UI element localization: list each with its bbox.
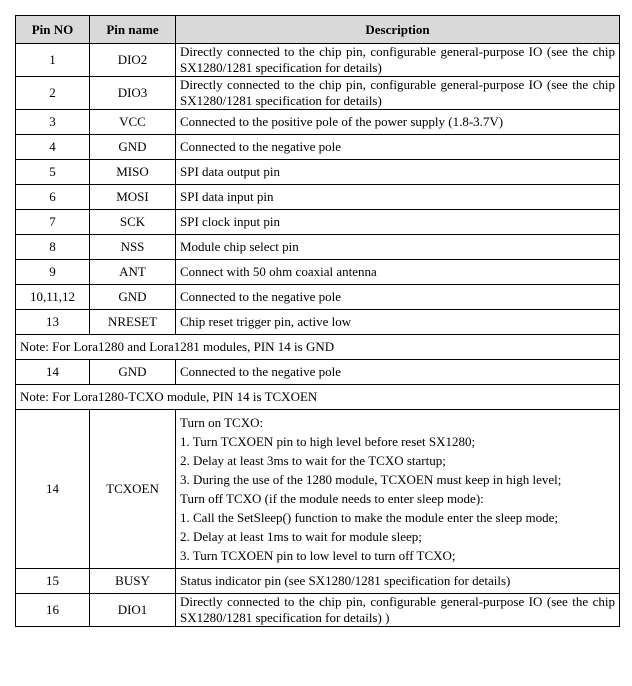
description-cell: Connected to the positive pole of the power supply (1.8-3.7V) <box>176 110 620 135</box>
pin-name-cell: SCK <box>90 210 176 235</box>
table-row <box>16 77 620 110</box>
pin-name-cell: GND <box>90 135 176 160</box>
note-cell: Note: For Lora1280-TCXO module, PIN 14 is TCXOEN <box>16 385 620 410</box>
pin-no-cell: 2 <box>16 77 90 110</box>
pin-name-cell: NSS <box>90 235 176 260</box>
tcxo-line: Turn on TCXO: <box>180 415 264 430</box>
description-cell: Module chip select pin <box>176 235 620 260</box>
tcxo-line: 2. Delay at least 1ms to wait for module sleep; <box>180 529 422 544</box>
pin-no-cell: 5 <box>16 160 90 185</box>
pin-name-cell: DIO1 <box>90 594 176 627</box>
table-row <box>16 185 620 210</box>
tcxo-line: Turn off TCXO (if the module needs to enter sleep mode): <box>180 491 484 506</box>
tcxo-line: 1. Call the SetSleep() function to make the module enter the sleep mode; <box>180 510 558 525</box>
table-row <box>16 285 620 310</box>
table-row <box>16 310 620 335</box>
description-cell: Connect with 50 ohm coaxial antenna <box>176 260 620 285</box>
pin-name-cell: VCC <box>90 110 176 135</box>
tcxo-line: 3. Turn TCXOEN pin to low level to turn off TCXO; <box>180 548 456 563</box>
description-cell: Connected to the negative pole <box>176 135 620 160</box>
note-cell: Note: For Lora1280 and Lora1281 modules, PIN 14 is GND <box>16 335 620 360</box>
pin-name-cell: GND <box>90 360 176 385</box>
note-row <box>16 335 620 360</box>
note-row <box>16 385 620 410</box>
pin-name-cell: DIO3 <box>90 77 176 110</box>
description-cell: Directly connected to the chip pin, configurable general-purpose IO (see the chip SX1280/1281 specification for details) <box>176 77 620 110</box>
description-cell: Directly connected to the chip pin, configurable general-purpose IO (see the chip SX1280/1281 specification for details) ) <box>176 594 620 627</box>
pin-no-cell: 7 <box>16 210 90 235</box>
description-cell: SPI data input pin <box>176 185 620 210</box>
pin-no-cell: 14 <box>16 360 90 385</box>
table-row <box>16 410 620 569</box>
table-row <box>16 260 620 285</box>
pin-no-cell: 14 <box>16 410 90 569</box>
table-row <box>16 210 620 235</box>
table-row <box>16 160 620 185</box>
pin-no-cell: 1 <box>16 44 90 77</box>
description-cell: SPI data output pin <box>176 160 620 185</box>
pin-no-cell: 10,11,12 <box>16 285 90 310</box>
pin-no-cell: 16 <box>16 594 90 627</box>
pin-no-cell: 9 <box>16 260 90 285</box>
pin-name-cell: BUSY <box>90 569 176 594</box>
pin-name-cell: TCXOEN <box>90 410 176 569</box>
table-row <box>16 44 620 77</box>
pin-no-cell: 15 <box>16 569 90 594</box>
table-row <box>16 235 620 260</box>
pin-name-cell: DIO2 <box>90 44 176 77</box>
pin-no-cell: 13 <box>16 310 90 335</box>
tcxo-line: 1. Turn TCXOEN pin to high level before reset SX1280; <box>180 434 476 449</box>
pin-table-container <box>15 15 619 627</box>
tcxo-line: 2. Delay at least 3ms to wait for the TCXO startup; <box>180 453 446 468</box>
header-pin-no: Pin NO <box>16 16 90 44</box>
pin-name-cell: GND <box>90 285 176 310</box>
pin-no-cell: 3 <box>16 110 90 135</box>
table-row <box>16 135 620 160</box>
pin-table <box>15 15 620 627</box>
table-row <box>16 569 620 594</box>
table-row <box>16 594 620 627</box>
description-cell: Status indicator pin (see SX1280/1281 specification for details) <box>176 569 620 594</box>
pin-no-cell: 4 <box>16 135 90 160</box>
pin-name-cell: NRESET <box>90 310 176 335</box>
pin-no-cell: 8 <box>16 235 90 260</box>
header-row <box>16 16 620 44</box>
table-row <box>16 360 620 385</box>
pin-name-cell: ANT <box>90 260 176 285</box>
pin-name-cell: MISO <box>90 160 176 185</box>
description-cell: Connected to the negative pole <box>176 285 620 310</box>
table-row <box>16 110 620 135</box>
header-pin-name: Pin name <box>90 16 176 44</box>
description-cell: Directly connected to the chip pin, configurable general-purpose IO (see the chip SX1280/1281 specification for details) <box>176 44 620 77</box>
tcxo-line: 3. During the use of the 1280 module, TCXOEN must keep in high level; <box>180 472 562 487</box>
description-cell: Connected to the negative pole <box>176 360 620 385</box>
description-cell: SPI clock input pin <box>176 210 620 235</box>
header-description: Description <box>176 16 620 44</box>
description-cell <box>176 410 620 569</box>
pin-name-cell: MOSI <box>90 185 176 210</box>
description-cell: Chip reset trigger pin, active low <box>176 310 620 335</box>
pin-no-cell: 6 <box>16 185 90 210</box>
